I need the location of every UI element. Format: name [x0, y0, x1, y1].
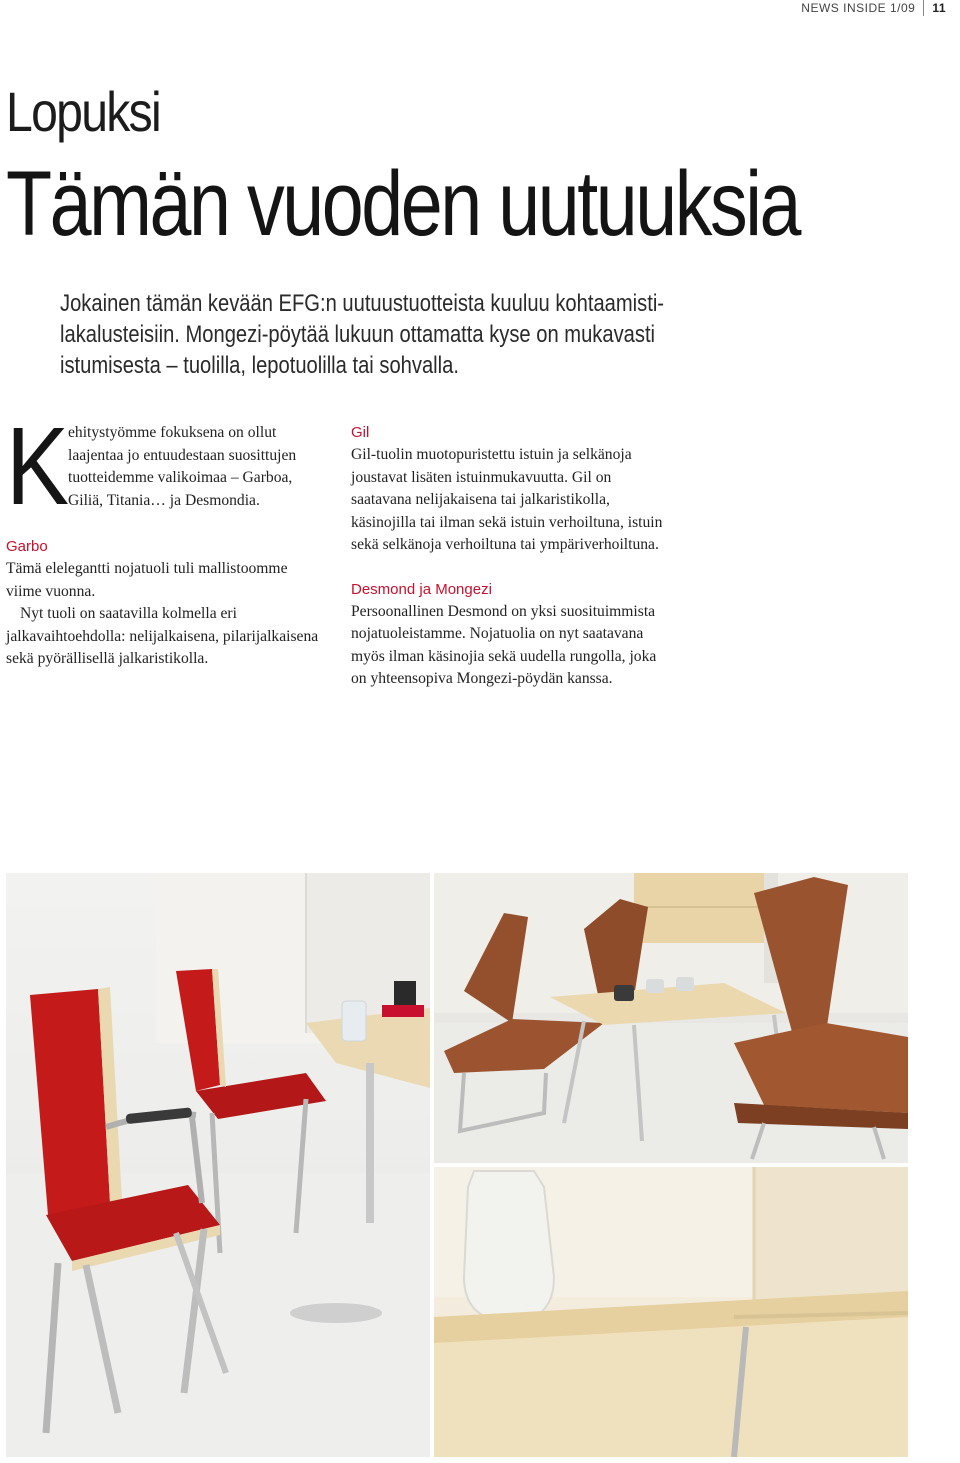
- photo-gil-chairs: [6, 873, 430, 1457]
- mongezi-table-illustration: [434, 1167, 908, 1457]
- garbo-heading: Garbo: [6, 538, 48, 555]
- running-header: [801, 0, 946, 16]
- garbo-text-1: Tämä elelegantti nojatuoli tuli mallistoomme viime vuonna.: [6, 560, 288, 600]
- desmond-heading: Desmond ja Mongezi: [351, 580, 492, 598]
- desmond-chairs-illustration: [434, 873, 908, 1163]
- photo-mongezi-table: [434, 1167, 908, 1457]
- lead-paragraph: Jokainen tämän kevään EFG:n uutuustuotteista kuuluu kohtaamisti- lakalusteisiin. Mongezi-pöytää lukuun ottamatta kyse on mukavasti istumisesta – tuolilla, lepotuolilla tai sohvalla.: [60, 290, 665, 379]
- intro-text: ehitystyömme fokuksena on ollut laajentaa jo entuudestaan suosittujen tuotteidemme valikoimaa – Garboa, Giliä, Titania… ja Desmondia.: [68, 424, 297, 509]
- garbo-text-2: Nyt tuoli on saatavilla kolmella eri jalkavaihtoehdolla: nelijalkaisena, pilarijalkaisena sekä pyörällisellä jalkaristikolla.: [6, 605, 319, 667]
- page-number: 11: [932, 1, 946, 15]
- intro-paragraph: [6, 405, 326, 528]
- right-column: [351, 422, 671, 691]
- section-label: NEWS INSIDE 1/09: [801, 1, 916, 15]
- header-divider: [923, 0, 924, 16]
- drop-cap: K: [6, 405, 70, 528]
- desmond-text: Persoonallinen Desmond on yksi suosituimmista nojatuoleistamme. Nojatuolia on nyt saatavana myös ilman käsinojia sekä uudella rungolla, joka on yhteensopiva Mongezi-pöydän kanssa.: [351, 602, 657, 687]
- gil-text: Gil-tuolin muotopuristettu istuin ja selkänoja joustavat lisäten istuinmukavuutta. Gil on saatavana nelijakaisena tai jalkaristikolla, käsinojilla tai ilman sekä istuin verhoiltuna, istuin sekä selkänoja verhoiltuna tai ympäriverhoiltuna.: [351, 446, 663, 553]
- page-title: Tämän vuoden uutuuksia: [6, 153, 800, 255]
- kicker: Lopuksi: [6, 80, 160, 143]
- gil-chairs-illustration: [6, 873, 430, 1457]
- gil-heading: Gil: [351, 424, 370, 441]
- left-column: [6, 405, 326, 671]
- photo-desmond-chairs: [434, 873, 908, 1163]
